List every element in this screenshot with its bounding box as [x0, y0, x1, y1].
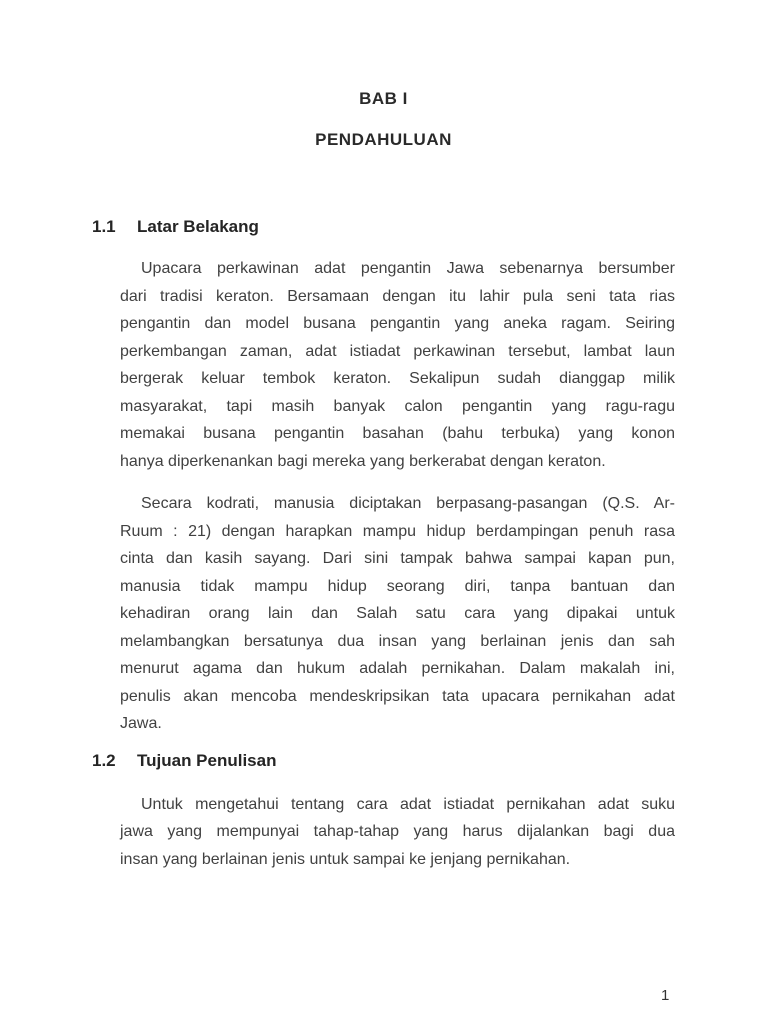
- text-line: pengantin dan model busana pengantin yang aneka ragam. Seiring: [120, 315, 675, 332]
- text-line: hanya diperkenankan bagi mereka yang berkerabat dengan keraton.: [120, 452, 606, 470]
- paragraph: [120, 255, 675, 475]
- paragraph: [120, 791, 675, 874]
- text-line: manusia tidak mampu hidup seorang diri, tanpa bantuan dan: [120, 577, 675, 595]
- text-line: cinta dan kasih sayang. Dari sini tampak bahwa sampai kapan pun,: [120, 550, 675, 567]
- text-line: Jawa.: [120, 715, 162, 732]
- text-line: memakai busana pengantin basahan (bahu terbuka) yang konon: [120, 425, 675, 442]
- text-line: menurut agama dan hukum adalah pernikahan. Dalam makalah ini,: [120, 660, 675, 677]
- text-line: perkembangan zaman, adat istiadat perkawinan tersebut, lambat laun: [120, 342, 675, 360]
- text-line: Untuk mengetahui tentang cara adat istiadat pernikahan adat suku: [141, 795, 675, 813]
- section-number: 1.1: [92, 217, 116, 236]
- text-line: Ruum : 21) dengan harapkan mampu hidup berdampingan penuh rasa: [120, 522, 675, 540]
- text-line: insan yang berlainan jenis untuk sampai ke jenjang pernikahan.: [120, 850, 571, 868]
- text-line: Upacara perkawinan adat pengantin Jawa sebenarnya bersumber: [141, 260, 675, 277]
- document-content: [92, 0, 675, 873]
- text-line: dari tradisi keraton. Bersamaan dengan itu lahir pula seni tata rias: [120, 287, 675, 305]
- section-title: Tujuan Penulisan: [137, 750, 277, 770]
- section-heading-1-2: [92, 750, 675, 771]
- text-line: Secara kodrati, manusia diciptakan berpasang-pasangan (Q.S. Ar-: [141, 495, 675, 512]
- text-line: melambangkan bersatunya dua insan yang berlainan jenis dan sah: [120, 632, 675, 650]
- text-line: penulis akan mencoba mendeskripsikan tata upacara pernikahan adat: [120, 687, 675, 705]
- section-title: Latar Belakang: [137, 217, 259, 236]
- page-number: 1: [661, 987, 670, 1004]
- section-number: 1.2: [92, 750, 116, 770]
- text-line: jawa yang mempunyai tahap-tahap yang harus dijalankan bagi dua: [120, 823, 675, 840]
- chapter-subtitle: PENDAHULUAN: [315, 130, 452, 149]
- chapter-title: BAB I: [359, 89, 408, 108]
- text-line: kehadiran orang lain dan Salah satu cara yang dipakai untuk: [120, 605, 675, 622]
- text-line: bergerak keluar tembok keraton. Sekalipun sudah dianggap milik: [120, 370, 675, 387]
- paragraph: [120, 490, 675, 738]
- text-line: masyarakat, tapi masih banyak calon pengantin yang ragu-ragu: [120, 397, 675, 415]
- section-heading-1-1: [92, 216, 675, 237]
